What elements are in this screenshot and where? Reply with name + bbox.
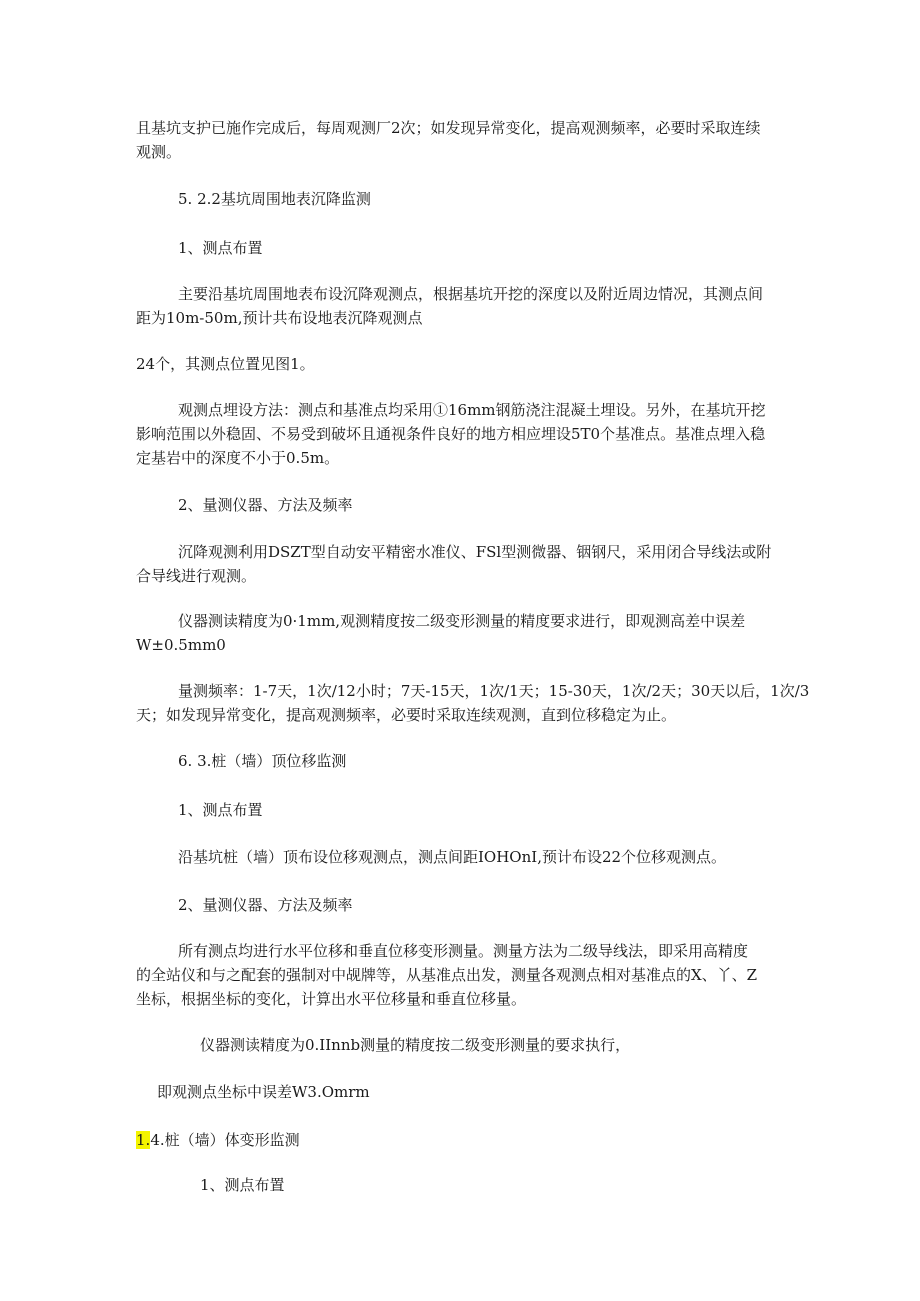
subheading-instruments: 2、量测仪器、方法及频率 [178,496,353,514]
text-line: 定基岩中的深度不小于0.5m。 [136,449,340,467]
heading-text: 4.桩（墙）体变形监测 [150,1131,300,1149]
paragraph-leveling-instruments [136,540,788,588]
section-heading-1-4 [136,1128,788,1152]
paragraph-coordinate-error: 即观测点坐标中误差W3.Omrm [157,1083,370,1101]
paragraph-settlement-points [136,282,788,330]
text-line: 影响范围以外稳固、不易受到破坏且通视条件良好的地方相应埋设5T0个基准点。基准点埋入稳 [136,425,766,443]
highlight-mark: 1. [136,1131,151,1149]
paragraph-burying-method [136,398,788,470]
section-heading-6-3: 6. 3.桩（墙）顶位移监测 [178,752,347,770]
text-line: 所有测点均进行水平位移和垂直位移变形测量。测量方法为二级导线法，即采用高精度 [178,942,749,960]
text-line: 观测点埋设方法：测点和基准点均采用①16mm钢筋浇注混凝土埋设。另外，在基坑开挖 [178,401,766,419]
text-line: 且基坑支护已施作完成后，每周观测厂2次；如发现异常变化，提高观测频率，必要时采取连续 [136,119,761,137]
paragraph-displacement-points: 沿基坑桩（墙）顶布设位移观测点，测点间距IOHOnI,预计布设22个位移观测点。 [178,848,727,866]
text-line: 沉降观测利用DSZT型自动安平精密水准仪、FSl型测微器、铟钢尺，采用闭合导线法或附 [178,543,772,561]
text-line: 的全站仪和与之配套的强制对中觇牌等，从基准点出发，测量各观测点相对基准点的X、丫、Z [136,966,758,984]
paragraph-measurement-frequency [136,679,810,727]
subheading-point-layout: 1、测点布置 [178,801,263,819]
subheading-point-layout: 1、测点布置 [200,1176,285,1194]
paragraph-reading-precision [136,609,788,657]
text-line: 主要沿基坑周围地表布设沉降观测点，根据基坑开挖的深度以及附近周边情况，其测点间 [178,285,764,303]
paragraph-displacement-method [136,939,788,1011]
text-line: 天；如发现异常变化，提高观测频率，必要时采取连续观测，直到位移稳定为止。 [136,706,677,724]
paragraph-observation-frequency [136,116,788,164]
text-line: W±0.5mm0 [136,636,226,654]
text-line: 观测。 [136,143,182,161]
text-line: 距为10m-50m,预计共布设地表沉降观测点 [136,309,423,327]
text-line: 坐标，根据坐标的变化，计算出水平位移量和垂直位移量。 [136,990,527,1008]
subheading-point-layout: 1、测点布置 [178,239,263,257]
text-line: 量测频率：1-7天，1次/12小时；7天-15天，1次/1天；15-30天，1次/2天；30天以后，1次/3 [178,682,810,700]
paragraph-instrument-precision: 仪器测读精度为0.IInnb测量的精度按二级变形测量的要求执行， [200,1036,631,1054]
paragraph-point-count: 24个，其测点位置见图1。 [136,355,315,373]
subheading-instruments: 2、量测仪器、方法及频率 [178,896,353,914]
text-line: 仪器测读精度为0·1mm,观测精度按二级变形测量的精度要求进行，即观测高差中误差 [178,612,746,630]
text-line: 合导线进行观测。 [136,567,257,585]
section-heading-5-2-2: 5. 2.2基坑周围地表沉降监测 [178,190,371,208]
